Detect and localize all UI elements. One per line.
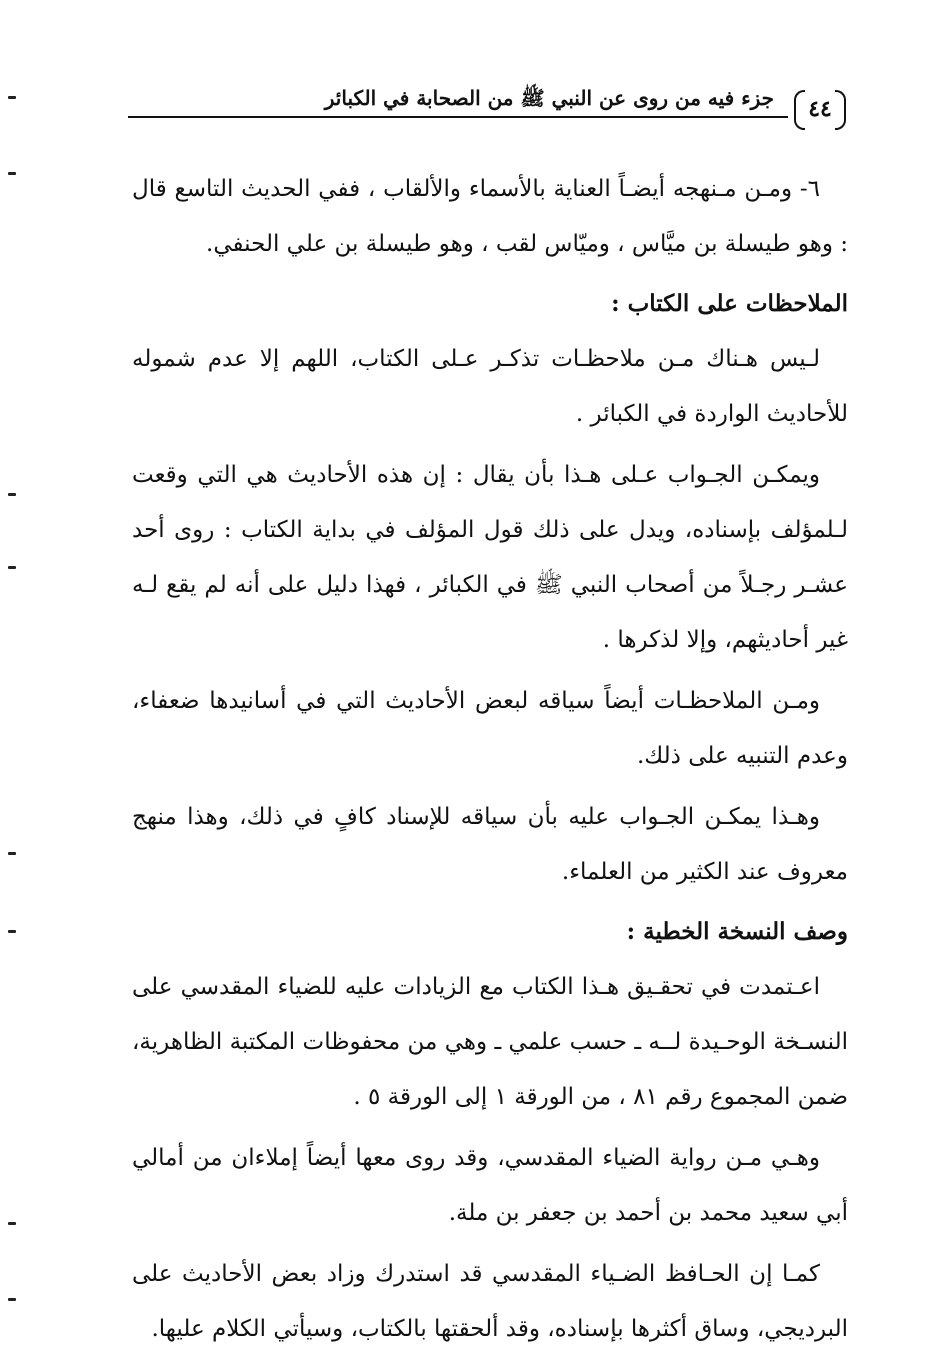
section-heading-remarks: الملاحظات على الكتاب : bbox=[611, 290, 848, 317]
paragraph-1: ٦- ومـن مـنهجه أيضـاً العناية بالأسماء والألقاب ، ففي الحديث التاسع قال : وهو طيسلة بن ميَّاس ، وميّاس لقب ، وهو طيسلة بن علي الحنفي. bbox=[132, 176, 848, 257]
scan-mark bbox=[8, 852, 16, 855]
paragraph-4: ومـن الملاحظـات أيضاً سياقه لبعض الأحاديث التي في أسانيدها ضعفاء، وعدم التنبيه على ذلك. bbox=[132, 688, 848, 769]
scan-mark bbox=[8, 96, 16, 99]
section-heading-manuscript: وصف النسخة الخطية : bbox=[626, 918, 848, 945]
scan-mark bbox=[8, 172, 16, 175]
paragraph-3: ويمكـن الجـواب عـلى هـذا بأن يقال : إن هذه الأحاديث هي التي وقعت لـلمؤلف بإسناده، ويدل على ذلك قول المؤلف في بداية الكتاب : روى أحد عشـر رجـلاً من أصحاب النبي ﷺ في الكبائر ، فهذا دليل على أنه لم يقع لـه غير أحاديثهم، وإلا لذكرها . bbox=[132, 462, 848, 653]
page-number-text: ٤٤ bbox=[808, 96, 832, 122]
scan-mark bbox=[8, 930, 16, 933]
header-title: جزء فيه من روى عن النبي ﷺ من الصحابة في الكبائر bbox=[324, 86, 774, 110]
paragraph-6: اعـتمدت في تحقـيق هـذا الكتاب مع الزيادات عليه للضياء المقدسي على النسـخة الوحـيدة لــه ـ حسب علمي ـ وهي من محفوظات المكتبة الظاهرية، ضمن المجموع رقم ٨١ ، من الورقة ١ إلى الورقة ٥ . bbox=[132, 974, 848, 1110]
paragraph-7: وهـي مـن رواية الضياء المقدسي، وقد روى معها أيضاً إملاءان من أمالي أبي سعيد محمد بن أحمد بن جعفر بن ملة. bbox=[132, 1145, 848, 1226]
header-rule bbox=[128, 116, 788, 118]
running-header bbox=[128, 84, 846, 130]
page-number bbox=[794, 90, 846, 128]
scan-mark bbox=[8, 1298, 16, 1301]
scan-mark bbox=[8, 493, 16, 496]
scan-mark bbox=[8, 566, 16, 569]
scan-mark bbox=[8, 1222, 16, 1225]
paragraph-8: كمـا إن الحـافظ الضـياء المقدسي قد استدرك وزاد بعض الأحاديث على البرديجي، وساق أكثرها بإسناده، وقد ألحقتها بالكتاب، وسيأتي الكلام عليها. bbox=[132, 1261, 848, 1342]
paragraph-2: لـيس هـناك مـن ملاحظـات تذكـر عـلى الكتاب، اللهم إلا عدم شموله للأحاديث الواردة في الكبائر . bbox=[132, 346, 848, 427]
paragraph-5: وهـذا يمكـن الجـواب عليه بأن سياقه للإسناد كافٍ في ذلك، وهذا منهج معروف عند الكثير من العلماء. bbox=[132, 804, 848, 885]
main-text bbox=[132, 162, 848, 1363]
